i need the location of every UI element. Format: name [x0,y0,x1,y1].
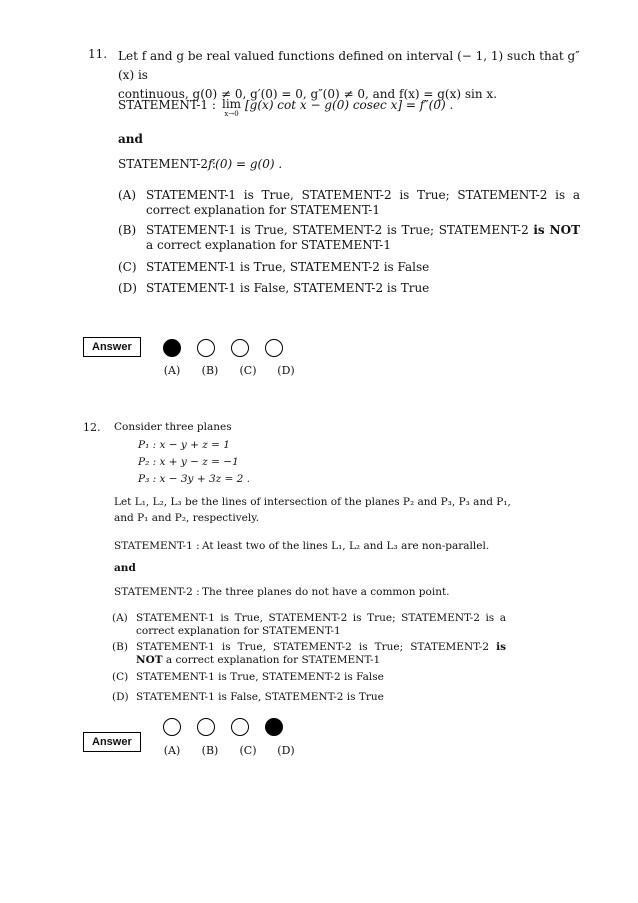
choice-label: (D) [277,744,295,757]
answer-bubble-d[interactable] [265,339,283,357]
option-label: (D) [112,691,129,703]
choice-label: (B) [201,364,219,377]
plane-equation: P₂ : x + y − z = −1 [138,456,239,468]
answer-bubble-d[interactable] [265,718,283,736]
option-text-post: a correct explanation for STATEMENT-1 [146,238,391,252]
statement-1-text: At least two of the lines L₁, L₂ and L₃ are non-parallel. [202,540,490,552]
answer-bubble-b[interactable] [197,718,215,736]
choice-label: (D) [277,364,295,377]
question-intro [118,47,580,104]
answer-label: Answer [83,337,141,357]
option-label: (C) [118,260,137,274]
answer-bubble-a[interactable] [163,718,181,736]
option-text-post: a correct explanation for STATEMENT-1 [165,654,381,666]
plane-equation: P₁ : x − y + z = 1 [138,439,230,451]
choice-label: (A) [163,744,181,757]
option-label: (A) [118,188,137,202]
option-text [136,641,506,667]
statement-1-expression: [g(x) cot x − g(0) cosec x] = f″(0) . [245,98,454,112]
question-number: 11. [88,47,108,61]
option-text: STATEMENT-1 is True, STATEMENT-2 is False [136,671,384,683]
option-text: STATEMENT-1 is True, STATEMENT-2 is True; STATEMENT-2 is a correct explanation for STATEMENT-1 [136,612,506,637]
lim-subscript: x→0 [224,110,239,118]
option-text: STATEMENT-1 is False, STATEMENT-2 is True [146,281,430,295]
statement-2-expression: f′(0) = g(0) . [208,157,283,171]
answer-bubbles [163,339,283,357]
choice-label: (B) [201,744,219,757]
option-b [112,641,512,669]
choice-label: (C) [239,364,257,377]
and-connector: and [118,132,143,146]
answer-label: Answer [83,732,141,752]
option-a [118,188,580,220]
intro-line: Let f and g be real valued functions defined on interval (− 1, 1) such that g″(x) is [118,49,580,82]
definition-paragraph [114,494,511,526]
statement-2-text: The three planes do not have a common point. [202,586,450,598]
option-d [112,691,512,705]
option-c [112,671,512,685]
answer-bubble-a[interactable] [163,339,181,357]
and-connector: and [114,562,136,574]
answer-choice-labels [153,744,305,757]
option-text-pre: STATEMENT-1 is True, STATEMENT-2 is True; STATEMENT-2 [136,641,490,653]
option-text-bold: is NOT [533,223,580,237]
option-label: (C) [112,671,129,683]
choice-label: (C) [239,744,257,757]
option-text: STATEMENT-1 is True, STATEMENT-2 is False [146,260,430,274]
limit-operator [222,97,241,118]
plane-equation: P₃ : x − 3y + 3z = 2 . [138,473,251,485]
option-text-bold: is NOT [136,641,506,666]
statement-1-label: STATEMENT-1 : [114,540,200,552]
answer-bubble-c[interactable] [231,339,249,357]
definition-line: Let L₁, L₂, L₃ be the lines of intersection of the planes P₂ and P₃, P₃ and P₁, [114,496,511,508]
option-b [118,223,580,255]
statement-1-label: STATEMENT-1 : [118,98,216,112]
option-label: (B) [112,641,128,653]
option-label: (A) [112,612,128,624]
answer-bubble-c[interactable] [231,718,249,736]
option-label: (B) [118,223,137,237]
intro-line: continuous, g(0) ≠ 0, g′(0) = 0, g″(0) ≠ 0, and f(x) = g(x) sin x. [118,87,498,101]
option-text-pre: STATEMENT-1 is True, STATEMENT-2 is True; STATEMENT-2 [146,223,529,237]
option-c [118,260,580,276]
option-a [112,612,512,640]
option-text: STATEMENT-1 is True, STATEMENT-2 is True; STATEMENT-2 is a correct explanation for STATEMENT-1 [146,188,580,217]
statement-2-label: STATEMENT-2 : [118,157,216,171]
option-text [146,223,580,253]
answer-bubbles [163,718,283,736]
option-text: STATEMENT-1 is False, STATEMENT-2 is True [136,691,384,703]
question-number: 12. [83,421,101,434]
lim-word: lim [222,97,242,111]
statement-2-label: STATEMENT-2 : [114,586,200,598]
definition-line: and P₁ and P₂, respectively. [114,512,260,524]
answer-bubble-b[interactable] [197,339,215,357]
choice-label: (A) [163,364,181,377]
answer-choice-labels [153,364,305,377]
option-label: (D) [118,281,137,295]
option-d [118,281,580,297]
question-intro: Consider three planes [114,421,232,433]
